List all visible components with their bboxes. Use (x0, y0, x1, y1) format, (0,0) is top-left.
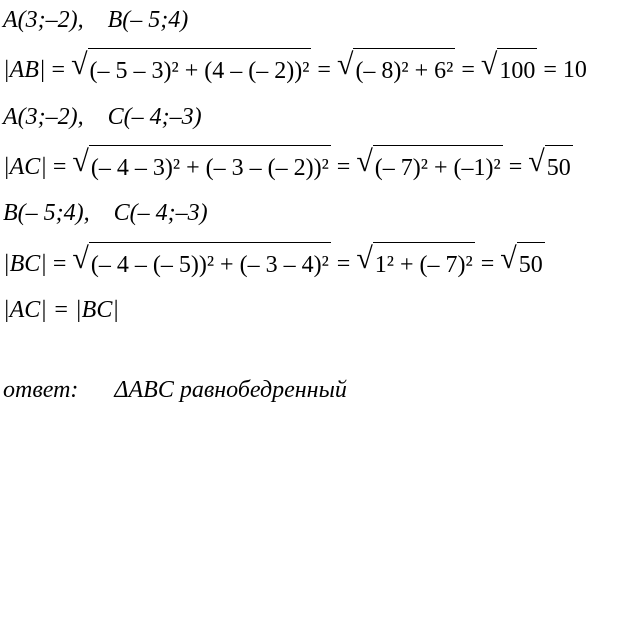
sqrt-icon: √ (480, 48, 498, 81)
radicand-2: (– 7)² + (–1)² (373, 145, 503, 188)
result-ab: 10 (562, 56, 587, 83)
radicand-3: 50 (517, 242, 545, 285)
radicand-1: (– 4 – (– 5))² + (– 3 – 4)² (89, 242, 331, 285)
radical-3 (528, 145, 572, 188)
radical-1 (71, 48, 311, 91)
equality-text: |AC| = |BC| (3, 297, 119, 323)
radicand-1: (– 5 – 3)² + (4 – (– 2))² (88, 48, 312, 91)
sqrt-icon: √ (500, 242, 517, 275)
point-b: B(– 5;4) (107, 7, 189, 33)
equality-ac-bc (3, 290, 119, 330)
radical-3 (500, 242, 544, 285)
radical-1 (72, 242, 330, 285)
equals-sign: = (52, 153, 67, 180)
radical-3 (481, 48, 537, 91)
radicand-2: 1² + (– 7)² (373, 242, 475, 285)
radical-2 (356, 145, 502, 188)
radicand-3: 50 (545, 145, 573, 188)
bc-modulus: |BC| (3, 250, 47, 277)
sqrt-icon: √ (336, 48, 354, 81)
equals-sign: = (51, 56, 66, 83)
equals-sign: = (336, 250, 351, 277)
answer-text: ΔABC равнобедренный (114, 377, 347, 403)
equals-sign: = (461, 56, 475, 83)
radicand-2: (– 8)² + 6² (353, 48, 455, 91)
equals-sign: = (480, 250, 495, 277)
point-c: C(– 4;–3) (113, 200, 208, 226)
equals-sign: = (317, 56, 331, 83)
radical-2 (356, 242, 474, 285)
answer-label: ответ: (3, 377, 79, 403)
points-a-b (3, 0, 188, 40)
radical-2 (337, 48, 455, 91)
equals-sign: = (336, 153, 351, 180)
sqrt-icon: √ (72, 242, 89, 275)
distance-ac (3, 145, 573, 188)
point-b: B(– 5;4), (3, 200, 90, 226)
radicand-3: 100 (497, 48, 537, 91)
point-a: A(3;–2), (3, 7, 84, 33)
answer-line (3, 370, 347, 410)
point-a: A(3;–2), (3, 104, 84, 130)
sqrt-icon: √ (356, 145, 373, 178)
radical-1 (72, 145, 330, 188)
points-b-c (3, 193, 208, 233)
point-c: C(– 4;–3) (107, 104, 202, 130)
radicand-1: (– 4 – 3)² + (– 3 – (– 2))² (89, 145, 331, 188)
sqrt-icon: √ (72, 145, 89, 178)
sqrt-icon: √ (71, 48, 88, 81)
ab-modulus: |AB| (3, 56, 46, 83)
distance-bc (3, 242, 545, 285)
distance-ab (3, 48, 587, 91)
sqrt-icon: √ (356, 242, 373, 275)
points-a-c (3, 97, 202, 137)
equals-sign: = (543, 56, 557, 83)
ac-modulus: |AC| (3, 153, 47, 180)
sqrt-icon: √ (528, 145, 545, 178)
equals-sign: = (508, 153, 523, 180)
equals-sign: = (52, 250, 67, 277)
